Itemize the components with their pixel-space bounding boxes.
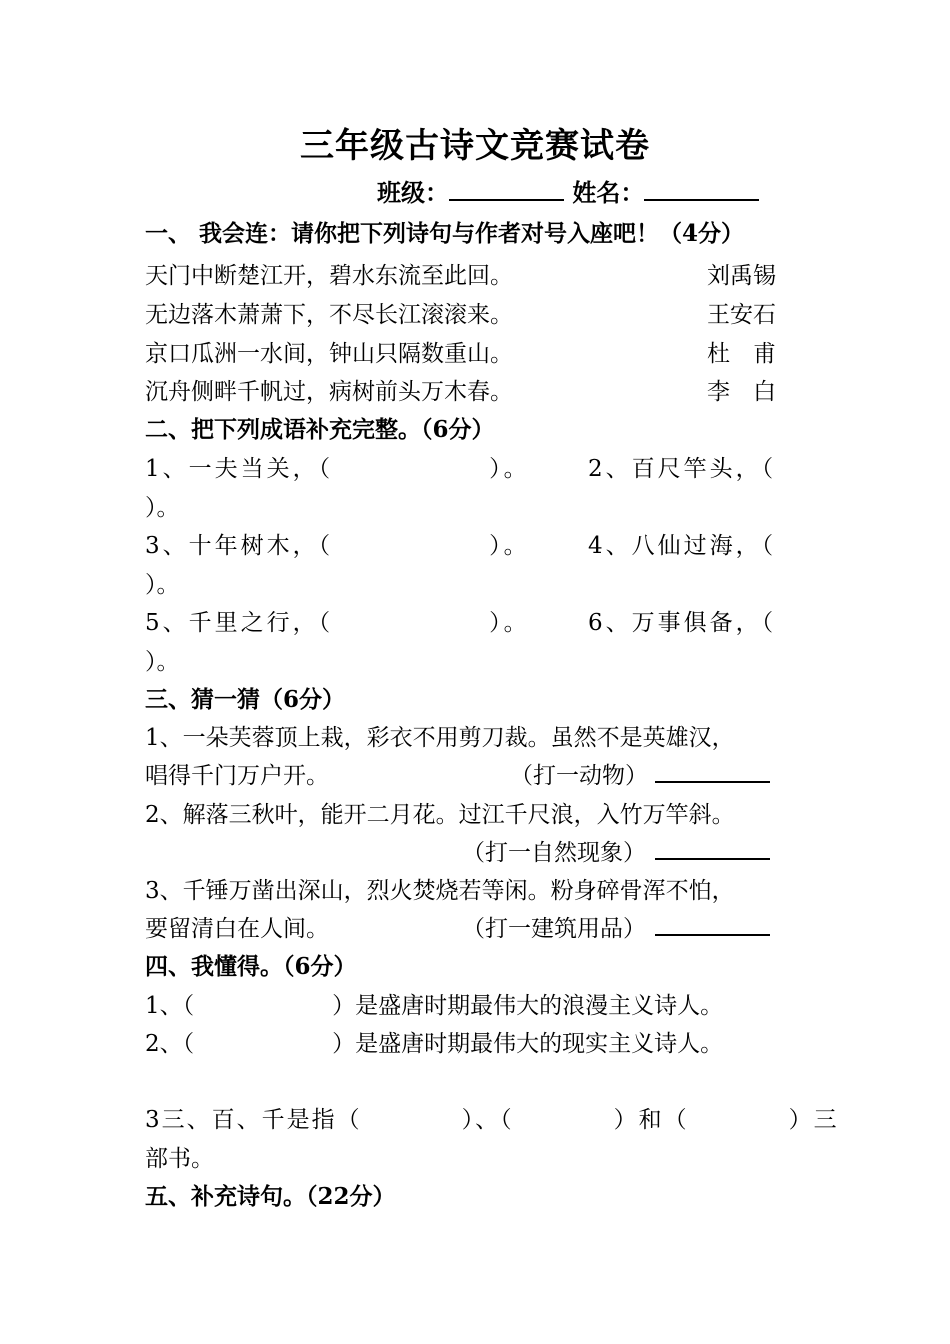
student-info <box>377 173 759 208</box>
page-title: 三年级古诗文竞赛试卷 <box>300 126 650 166</box>
riddle-2-line-1: 2、解落三秋叶，能开二月花。过江千尺浪，入竹万竿斜。 <box>145 802 735 828</box>
riddle-1-line-1: 1、一朵芙蓉顶上栽，彩衣不用剪刀裁。虽然不是英雄汉， <box>145 725 735 751</box>
idiom-3: 3、十年树木，（ ）。 <box>145 533 530 559</box>
riddle-2-hint: （打一自然现象） <box>462 840 646 866</box>
section-4-heading: 四、我懂得。（6分） <box>145 953 357 980</box>
section-5-heading: 五、补充诗句。（22分） <box>145 1183 396 1210</box>
idiom-6-end: ）。 <box>145 649 180 675</box>
poem-line-2[interactable]: 无边落木萧萧下，不尽长江滚滚来。 <box>145 302 513 328</box>
section-2-heading: 二、把下列成语补充完整。（6分） <box>145 416 495 443</box>
riddle-2-answer[interactable] <box>655 834 770 860</box>
section-1-heading: 一、 我会连：请你把下列诗句与作者对号入座吧！（4分） <box>145 220 745 247</box>
author-2[interactable]: 王安石 <box>707 302 776 328</box>
knowledge-3: 3三、百、千是指（ ）、（ ）和（ ）三 <box>145 1107 839 1133</box>
class-label: 班级： <box>377 178 449 207</box>
knowledge-2: 2、（ ）是盛唐时期最伟大的现实主义诗人。 <box>145 1031 724 1057</box>
knowledge-3-end: 部书。 <box>145 1146 214 1172</box>
class-blank[interactable] <box>449 175 564 201</box>
riddle-1-hint: （打一动物） <box>510 763 648 789</box>
section-3-heading: 三、猜一猜（6分） <box>145 686 346 713</box>
poem-line-3[interactable]: 京口瓜洲一水间，钟山只隔数重山。 <box>145 341 513 367</box>
poem-line-4[interactable]: 沉舟侧畔千帆过，病树前头万木春。 <box>145 379 513 405</box>
poem-line-1[interactable]: 天门中断楚江开，碧水东流至此回。 <box>145 263 513 289</box>
idiom-5: 5、千里之行，（ ）。 <box>145 610 530 636</box>
idiom-4-end: ）。 <box>145 572 180 598</box>
riddle-1-answer[interactable] <box>655 757 770 783</box>
author-1[interactable]: 刘禹锡 <box>707 263 776 289</box>
idiom-2: 2、百尺竿头，（ <box>588 456 777 482</box>
knowledge-1: 1、（ ）是盛唐时期最伟大的浪漫主义诗人。 <box>145 993 724 1019</box>
idiom-2-end: ）。 <box>145 495 180 521</box>
name-label: 姓名： <box>572 178 645 207</box>
idiom-1: 1、一夫当关，（ ）。 <box>145 456 530 482</box>
riddle-3-line-1: 3、千锤万凿出深山，烈火焚烧若等闲。粉身碎骨浑不怕， <box>145 878 735 904</box>
author-4[interactable]: 李 白 <box>707 379 776 405</box>
name-blank[interactable] <box>644 175 759 201</box>
author-3[interactable]: 杜 甫 <box>707 341 776 367</box>
riddle-3-hint: （打一建筑用品） <box>462 916 646 942</box>
riddle-3-line-2: 要留清白在人间。 <box>145 916 329 942</box>
idiom-6: 6、万事俱备，（ <box>588 610 777 636</box>
riddle-1-line-2: 唱得千门万户开。 <box>145 763 329 789</box>
riddle-3-answer[interactable] <box>655 910 770 936</box>
idiom-4: 4、八仙过海，（ <box>588 533 777 559</box>
